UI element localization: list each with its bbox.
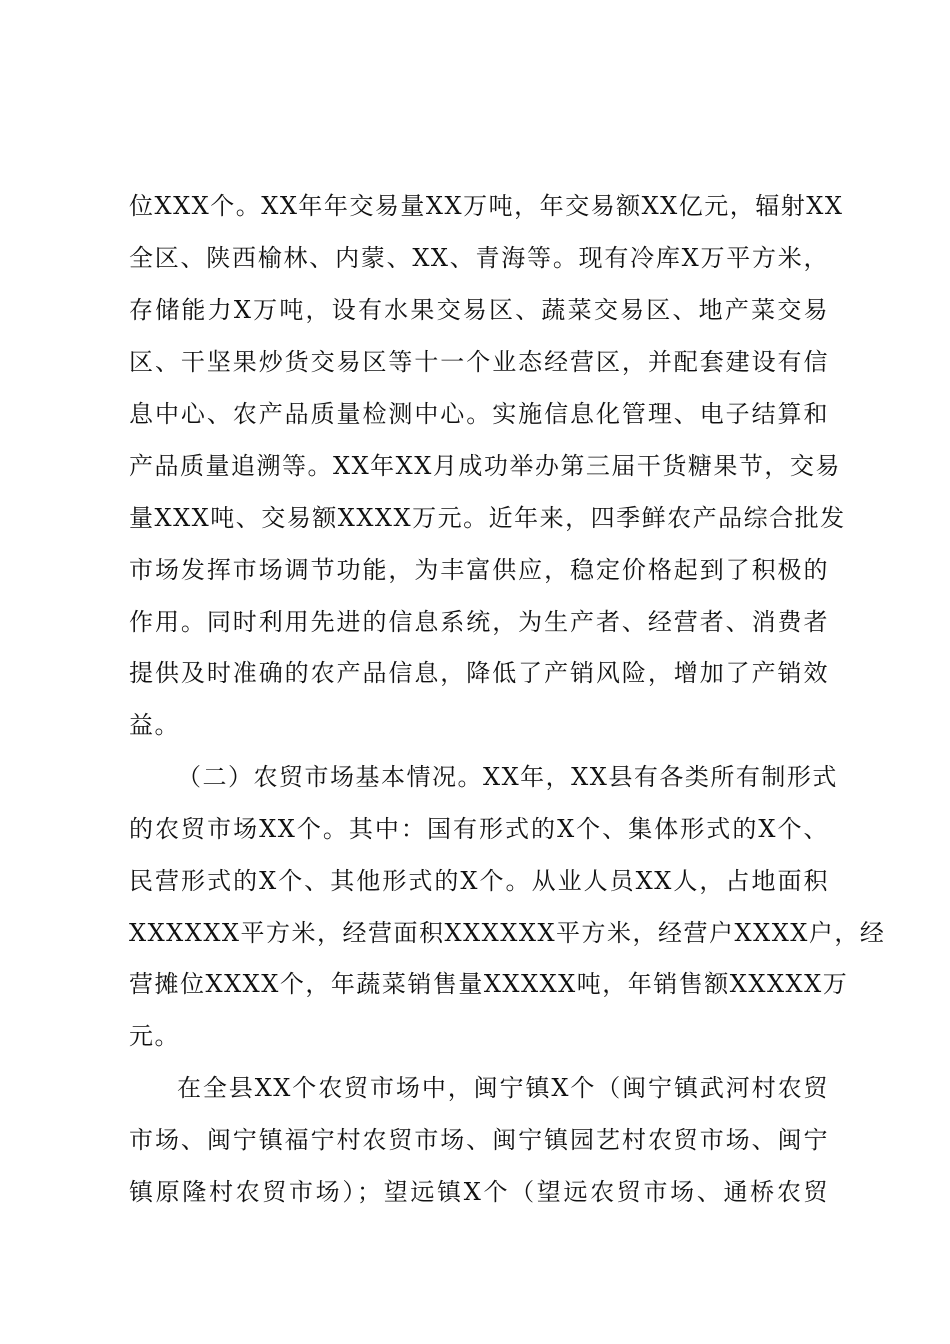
paragraph-line: 量XXX吨、交易额XXXX万元。近年来，四季鲜农产品综合批发 (129, 504, 846, 532)
paragraph-line: 提供及时准确的农产品信息，降低了产销风险，增加了产销效 (129, 659, 829, 687)
paragraph-line: 区、干坚果炒货交易区等十一个业态经营区，并配套建设有信 (129, 348, 829, 376)
paragraph-first-line: 在全县XX个农贸市场中，闽宁镇X个（闽宁镇武河村农贸 (177, 1074, 829, 1102)
paragraph-line: 存储能力X万吨，设有水果交易区、蔬菜交易区、地产菜交易 (129, 296, 829, 324)
paragraph-line: 作用。同时利用先进的信息系统，为生产者、经营者、消费者 (129, 608, 829, 636)
paragraph-line: 营摊位XXXX个，年蔬菜销售量XXXXX吨，年销售额XXXXX万 (129, 970, 849, 998)
paragraph-line-last: 益。 (129, 711, 180, 739)
paragraph-line: 市场发挥市场调节功能，为丰富供应，稳定价格起到了积极的 (129, 556, 829, 584)
paragraph-line: 镇原隆村农贸市场）；望远镇X个（望远农贸市场、通桥农贸 (129, 1178, 829, 1206)
paragraph-line-last: 元。 (129, 1022, 180, 1050)
paragraph-line: 全区、陕西榆林、内蒙、XX、青海等。现有冷库X万平方米， (129, 244, 829, 272)
paragraph-line: 息中心、农产品质量检测中心。实施信息化管理、电子结算和 (129, 400, 829, 428)
paragraph-line: 市场、闽宁镇福宁村农贸市场、闽宁镇园艺村农贸市场、闽宁 (129, 1126, 829, 1154)
paragraph-line: XXXXXX平方米，经营面积XXXXXX平方米，经营户XXXX户，经 (129, 919, 886, 947)
paragraph-line: 民营形式的X个、其他形式的X个。从业人员XX人，占地面积 (129, 867, 829, 895)
paragraph-line: 的农贸市场XX个。其中：国有形式的X个、集体形式的X个、 (129, 815, 829, 843)
section-heading-line: （二）农贸市场基本情况。XX年，XX县有各类所有制形式 (177, 763, 838, 791)
paragraph-line: 位XXX个。XX年年交易量XX万吨，年交易额XX亿元，辐射XX (129, 192, 844, 220)
paragraph-line: 产品质量追溯等。XX年XX月成功举办第三届干货糖果节，交易 (129, 452, 841, 480)
